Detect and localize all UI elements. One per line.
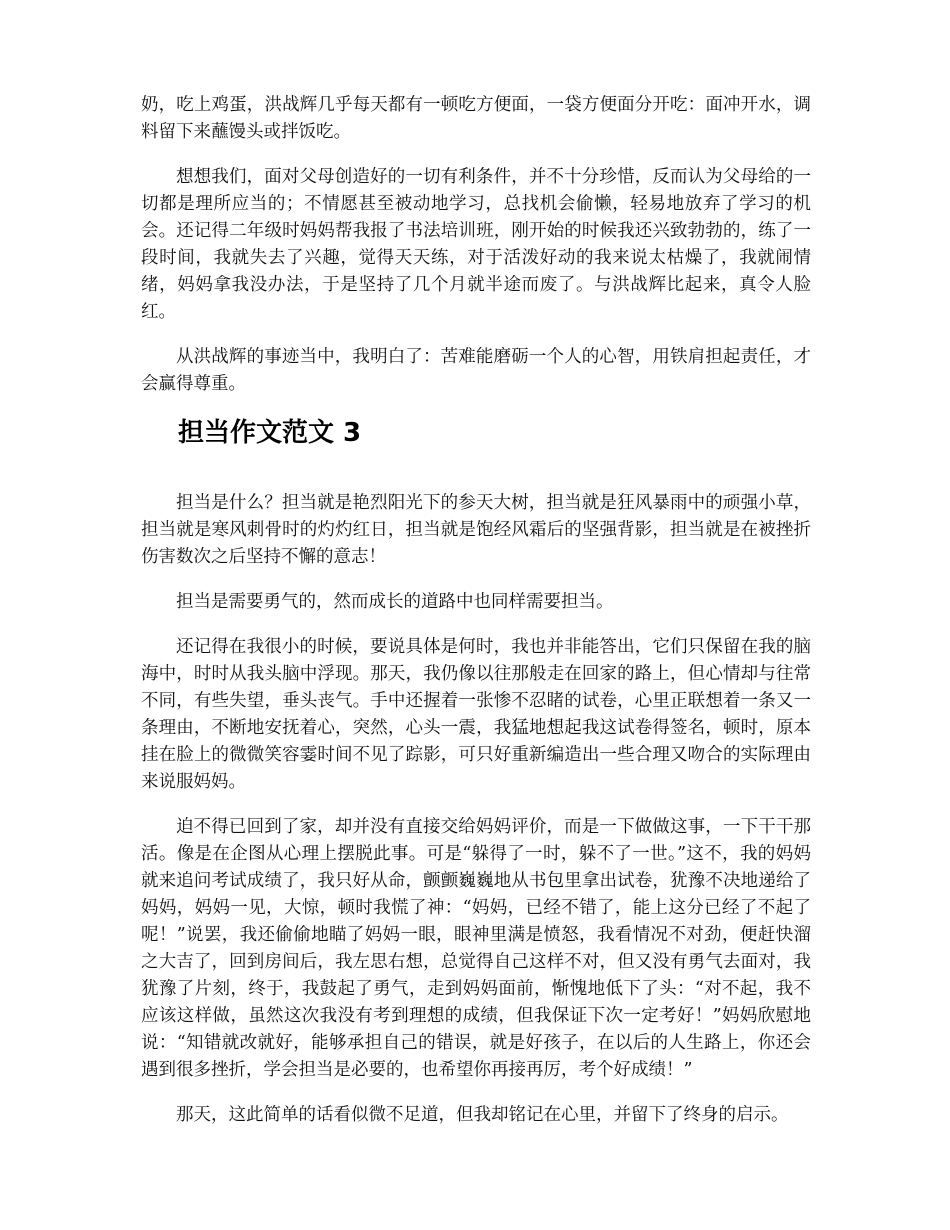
paragraph-lesson: 从洪战辉的事迹当中，我明白了：苦难能磨砺一个人的心智，用铁肩担起责任，才会赢得尊重。 bbox=[141, 347, 811, 394]
document-body bbox=[141, 92, 811, 1147]
paragraph-conclusion: 那天，这此简单的话看似微不足道，但我却铭记在心里，并留下了终身的启示。 bbox=[176, 1105, 789, 1125]
paragraph-memory: 还记得在我很小的时候，要说具体是何时，我也并非能答出，它们只保留在我的脑海中，时时从我头脑中浮现。那天，我仍像以往那般走在回家的路上，但心情却与往常不同，有些失望，垂头丧气。手中还握着一张惨不忍睹的试卷，心里正联想着一条又一条理由，不断地安抚着心，突然，心头一震，我猛地想起我这试卷得签名，顿时，原本挂在脸上的微微笑容霎时间不见了踪影，可只好重新编造出一些合理又吻合的实际理由来说服妈妈。 bbox=[141, 637, 811, 792]
section-heading: 担当作文范文 3 bbox=[178, 418, 362, 448]
continuation-paragraph: 奶，吃上鸡蛋，洪战辉几乎每天都有一顿吃方便面，一袋方便面分开吃：面冲开水，调料留下来蘸馒头或拌饭吃。 bbox=[141, 95, 811, 142]
paragraph-story: 迫不得已回到了家，却并没有直接交给妈妈评价，而是一下做做这事，一下干干那活。像是在企图从心理上摆脱此事。可是“躲得了一时，躲不了一世。”这不，我的妈妈就来追问考试成绩了，我只好从命，颤颤巍巍地从书包里拿出试卷，犹豫不决地递给了妈妈，妈妈一见，大惊，顿时我慌了神：“妈妈，已经不错了，能上这分已经了不起了呢！”说罢，我还偷偷地瞄了妈妈一眼，眼神里满是愤怒，我看情况不对劲，便赶快溜之大吉了，回到房间后，我左思右想，总觉得自己这样不对，但又没有勇气去面对，我犹豫了片刻，终于，我鼓起了勇气，走到妈妈面前，惭愧地低下了头：“对不起，我不应该这样做，虽然这次我没有考到理想的成绩，但我保证下次一定考好！”妈妈欣慰地说：“知错就改就好，能够承担自己的错误，就是好孩子，在以后的人生路上，你还会遇到很多挫折，学会担当是必要的，也希望你再接再厉，考个好成绩！” bbox=[141, 817, 811, 1080]
paragraph-what-is-responsibility: 担当是什么？担当就是艳烈阳光下的参天大树，担当就是狂风暴雨中的顽强小草，担当就是寒风刺骨时的灼灼红日，担当就是饱经风霜后的坚强背影，担当就是在被挫折伤害数次之后坚持不懈的意志！ bbox=[141, 493, 811, 567]
paragraph-courage: 担当是需要勇气的，然而成长的道路中也同样需要担当。 bbox=[176, 592, 614, 612]
paragraph-reflection: 想想我们，面对父母创造好的一切有利条件，并不十分珍惜，反而认为父母给的一切都是理所应当的；不情愿甚至被动地学习，总找机会偷懒，轻易地放弃了学习的机会。还记得二年级时妈妈帮我报了书法培训班，刚开始的时候我还兴致勃勃的，练了一段时间，我就失去了兴趣，觉得天天练，对于活泼好动的我来说太枯燥了，我就闹情绪，妈妈拿我没办法，于是坚持了几个月就半途而废了。与洪战辉比起来，真令人脸红。 bbox=[141, 167, 811, 322]
